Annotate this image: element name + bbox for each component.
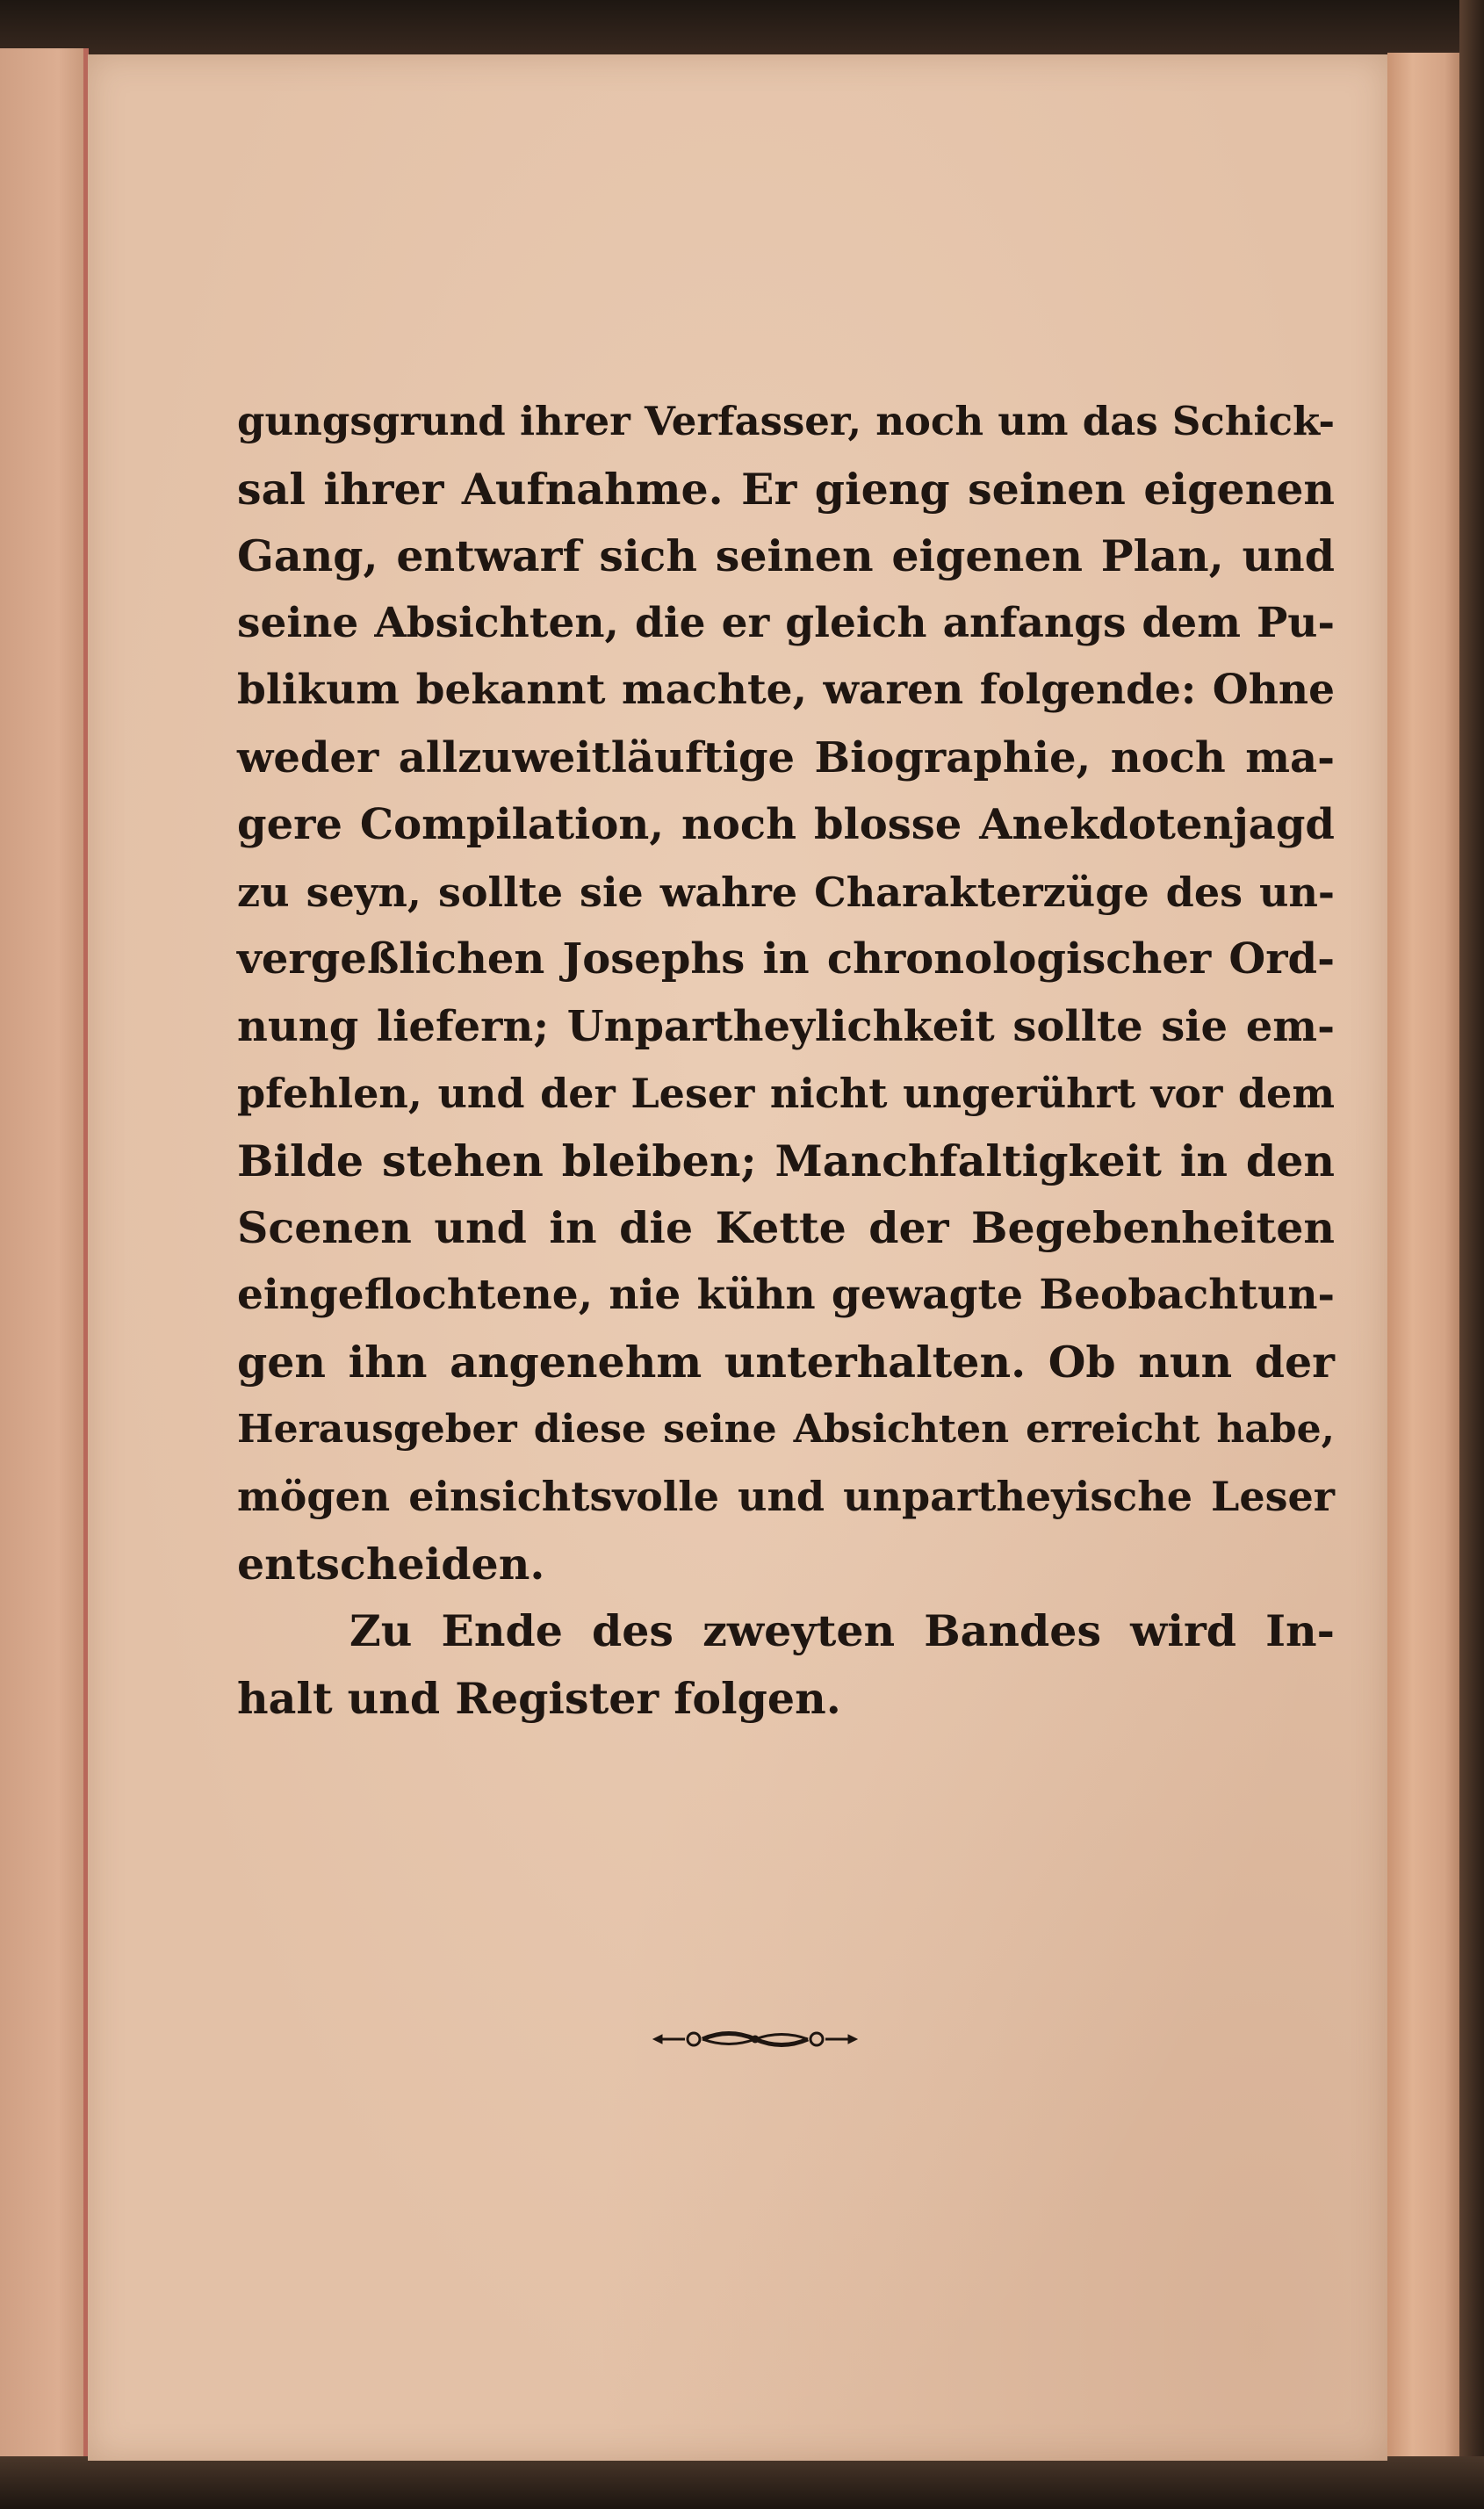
text-line: gen ihn angenehm unterhalten. Ob nun der	[237, 1337, 1335, 1388]
text-line: Bilde stehen bleiben; Manchfaltigkeit in den	[237, 1135, 1335, 1186]
scan-background-right	[1459, 0, 1484, 2509]
book-page	[88, 54, 1387, 2461]
text-line: nung liefern; Unpartheylichkeit sollte sie em-	[237, 1001, 1335, 1051]
text-line: halt und Register folgen.	[237, 1672, 841, 1724]
scan-background-bottom	[0, 2456, 1484, 2509]
text-line: eingeflochtene, nie kühn gewagte Beobachtun-	[237, 1270, 1335, 1319]
text-line: blikum bekannt machte, waren folgende: Ohne	[237, 666, 1335, 714]
page-text	[237, 388, 1335, 1732]
scan-background-top	[0, 0, 1484, 61]
text-line: entscheiden.	[237, 1538, 545, 1590]
text-line: sal ihrer Aufnahme. Er gieng seinen eigenen	[237, 463, 1335, 515]
text-line: gere Compilation, noch blosse Anekdotenjagd	[237, 800, 1335, 849]
text-line: seine Absichten, die er gleich anfangs dem Pu-	[237, 598, 1335, 647]
text-line: Gang, entwarf sich seinen eigenen Plan, und	[237, 530, 1335, 581]
previous-page-edge	[0, 48, 89, 2463]
text-line: zu seyn, sollte sie wahre Charakterzüge des un-	[237, 868, 1335, 916]
text-line: gungsgrund ihrer Verfasser, noch um das Schick-	[237, 398, 1335, 444]
paragraph-2	[237, 1597, 1335, 1732]
paragraph-1	[237, 388, 1335, 1597]
text-line: Herausgeber diese seine Absichten erreicht habe,	[237, 1406, 1335, 1452]
end-ornament-icon	[650, 2026, 861, 2052]
text-line: Scenen und in die Kette der Begebenheiten	[237, 1202, 1335, 1253]
text-line: Zu Ende des zweyten Bandes wird In-	[349, 1605, 1335, 1656]
following-pages-edge	[1387, 53, 1459, 2459]
text-line: mögen einsichtsvolle und unpartheyische Leser	[237, 1473, 1335, 1520]
text-line: weder allzuweitläuftige Biographie, noch ma-	[237, 732, 1335, 782]
text-line: pfehlen, und der Leser nicht ungerührt vor dem	[237, 1070, 1335, 1117]
text-line: vergeßlichen Josephs in chronologischer Ord-	[237, 934, 1335, 984]
